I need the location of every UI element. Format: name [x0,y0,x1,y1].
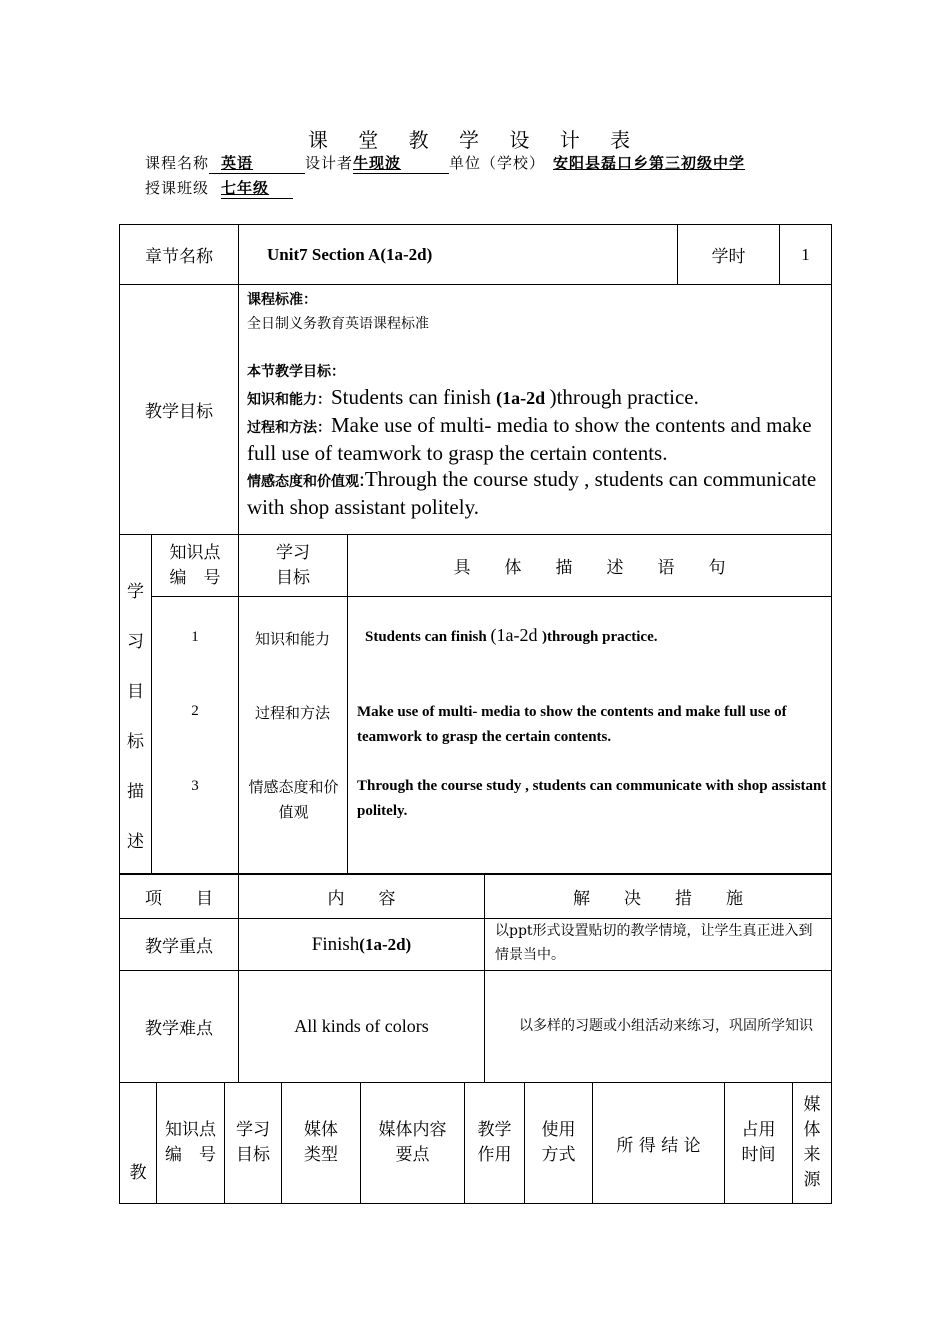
knowledge-range: (1a-2d [496,388,550,408]
header-line-2 [145,177,293,199]
standard-title: 课程标准： [247,292,317,308]
row-3-desc: Through the course study , students can communicate with shop assistant politely. [357,778,827,819]
row-2-desc: Make use of multi- media to show the contents and make full use of teamwork to grasp the certain contents. [357,704,787,745]
page-title: 课 堂 教 学 设 计 表 [307,128,643,152]
goal-process [247,413,823,467]
process-text: Make use of multi- media to show the contents and make full use of teamwork to grasp the certain contents. [247,413,812,465]
media-side-label: 教 [120,1083,157,1204]
learning-side-label [120,535,152,875]
media-col-role: 教学作用 [465,1083,525,1204]
knowledge-text: Students can finish [331,385,497,409]
difficulty-solution: 以多样的习题或小组活动来练习，巩固所学知识 [485,971,832,1083]
designer-label: 设计者 [305,154,354,172]
process-label: 过程和方法： [247,420,331,436]
col-knowledge-number [152,535,239,597]
col-knowledge-number-l1: 知识点 [169,542,221,563]
media-col-content: 媒体内容要点 [361,1083,465,1204]
media-col-learning-goal: 学习目标 [225,1083,282,1204]
hours-label: 学时 [678,225,780,285]
media-col-knowledge-number: 知识点编 号 [157,1083,225,1204]
designer-value: 牛现波 [353,154,402,172]
focus-value-b: (1a-2d) [359,934,412,954]
col-description: 具 体 描 述 语 句 [348,535,832,597]
difficulty-value: All kinds of colors [239,971,485,1083]
col-knowledge-number-l2: 编 号 [169,567,221,588]
items-table [119,873,832,1083]
side-char: 标 [127,732,144,752]
row-3-goal: 情感态度和价值观 [248,778,339,821]
chapter-value: Unit7 Section A(1a-2d) [239,225,678,285]
focus-label: 教学重点 [120,919,239,971]
side-char: 学 [127,582,144,602]
col-content: 内 容 [239,874,485,919]
section-goals-title: 本节教学目标： [247,364,345,380]
row-2-number: 2 [191,703,199,719]
chapter-label: 章节名称 [120,225,239,285]
course-label: 课程名称 [145,154,210,172]
row-1-number: 1 [191,629,199,645]
row-1-desc [365,625,825,646]
side-char: 述 [127,832,144,852]
goal-emotion [247,467,823,521]
class-label: 授课班级 [145,179,210,197]
media-col-usage: 使用方式 [525,1083,593,1204]
course-value: 英语 [221,154,254,172]
emotion-text: :Through the course study , students can communicate with shop assistant politely. [247,467,817,519]
row-1-desc-c: )through practice. [541,629,658,645]
col-learning-goal-l2: 目标 [276,567,310,588]
chapter-table [119,224,832,535]
knowledge-suffix: )through practice. [549,385,699,409]
media-col-time: 占用时间 [725,1083,793,1204]
media-table [119,1082,832,1204]
row-1-goal: 知识和能力 [254,630,330,648]
side-char: 描 [127,782,144,802]
media-col-source: 媒体来源 [793,1083,832,1204]
col-solution: 解 决 措 施 [485,874,832,919]
emotion-label: 情感态度和价值观 [247,474,359,490]
media-col-type: 媒体类型 [282,1083,361,1204]
divider [347,597,348,874]
knowledge-label: 知识和能力： [247,392,331,408]
goals-content [239,285,832,535]
focus-value [239,919,485,971]
learning-rows [152,597,832,875]
col-item: 项 目 [120,874,239,919]
unit-value: 安阳县磊口乡第三初级中学 [553,154,746,172]
row-1-desc-b: (1a-2d [490,625,542,645]
row-1-desc-a: Students can finish [365,629,491,645]
goal-knowledge [247,385,823,413]
class-value: 七年级 [221,179,270,197]
header-line-1 [145,152,745,174]
focus-value-a: Finish [311,933,360,955]
unit-label: 单位（学校） [449,154,546,172]
side-char: 习 [127,632,144,652]
col-learning-goal-l1: 学习 [276,542,310,563]
side-char: 目 [127,682,144,702]
row-3-number: 3 [191,778,199,794]
media-col-conclusion: 所 得 结 论 [593,1083,725,1204]
col-learning-goal [239,535,348,597]
difficulty-label: 教学难点 [120,971,239,1083]
row-2-goal: 过程和方法 [254,704,330,722]
hours-value: 1 [780,225,832,285]
focus-solution: 以ppt形式设置贴切的教学情境，让学生真正进入到情景当中。 [485,919,832,971]
standard-text: 全日制义务教育英语课程标准 [247,316,429,332]
learning-table [119,534,832,875]
goals-label: 教学目标 [120,285,239,535]
